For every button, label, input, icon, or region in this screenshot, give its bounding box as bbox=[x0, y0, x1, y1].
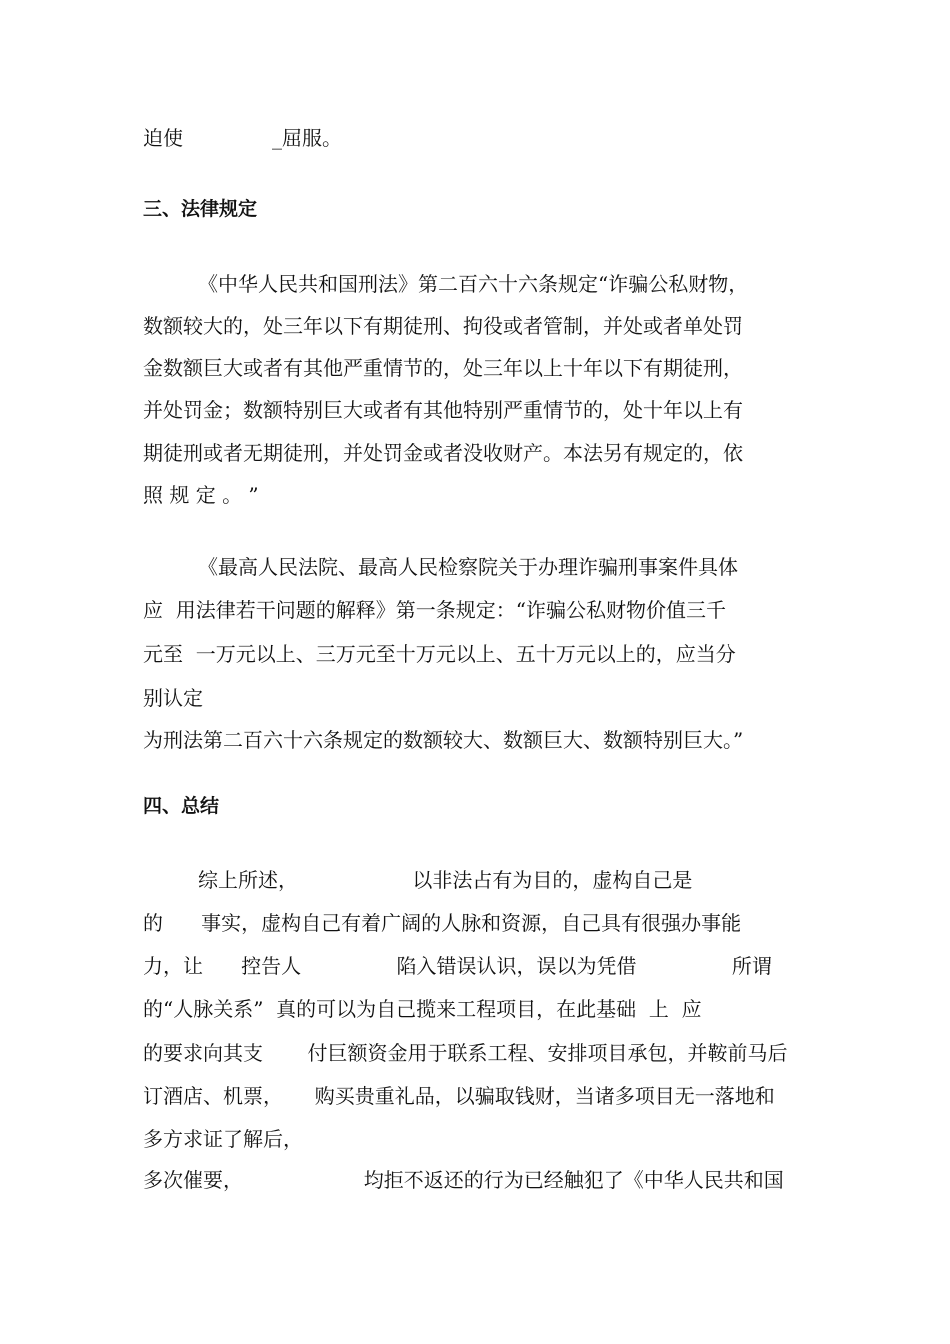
text-line: 别认定 bbox=[143, 686, 203, 710]
text-line: 力，让 控告人 陷入错误认识，误以为凭借 所谓 bbox=[143, 954, 772, 978]
text-line: 期徒刑或者无期徒刑，并处罚金或者没收财产。本法另有规定的，依 bbox=[143, 441, 743, 465]
text-line: 数额较大的，处三年以下有期徒刑、拘役或者管制，并处或者单处罚 bbox=[143, 314, 743, 338]
text-line: 订酒店、机票， 购买贵重礼品，以骗取钱财，当诸多项目无一落地和 bbox=[143, 1084, 775, 1108]
text-line: 为刑法第二百六十六条规定的数额较大、数额巨大、数额特别巨大。” bbox=[143, 728, 744, 752]
section-4-heading: 四、总结 bbox=[143, 795, 220, 817]
text-line: 应 用法律若干问题的解释》第一条规定：“诈骗公私财物价值三千 bbox=[143, 598, 726, 622]
intro-line: 迫使 _屈服。 bbox=[143, 126, 343, 150]
text-line: 《中华人民共和国刑法》第二百六十六条规定“诈骗公私财物， bbox=[198, 272, 749, 296]
text-line: 金数额巨大或者有其他严重情节的，处三年以上十年以下有期徒刑， bbox=[143, 356, 743, 380]
text-line: 照 规 定 。 ” bbox=[143, 483, 259, 507]
text-line: 综上所述， 以非法占有为目的，虚构自己是 bbox=[198, 868, 693, 892]
text-line: 的“人脉关系” 真的可以为自己揽来工程项目，在此基础 上 应 bbox=[143, 997, 702, 1021]
text-line: 《最高人民法院、最高人民检察院关于办理诈骗刑事案件具体 bbox=[198, 555, 738, 579]
text-line: 并处罚金；数额特别巨大或者有其他特别严重情节的，处十年以上有 bbox=[143, 398, 743, 422]
text-line: 元至 一万元以上、三万元至十万元以上、五十万元以上的，应当分 bbox=[143, 642, 736, 666]
text-line: 的 事实，虚构自己有着广阔的人脉和资源，自己具有很强办事能 bbox=[143, 911, 742, 935]
text-line: 多次催要， 均拒不返还的行为已经触犯了《中华人民共和国 bbox=[143, 1168, 784, 1192]
text-line: 多方求证了解后， bbox=[143, 1127, 303, 1151]
text-line: 的要求向其支 付巨额资金用于联系工程、安排项目承包，并鞍前马后 bbox=[143, 1041, 788, 1065]
section-3-heading: 三、法律规定 bbox=[143, 198, 258, 220]
